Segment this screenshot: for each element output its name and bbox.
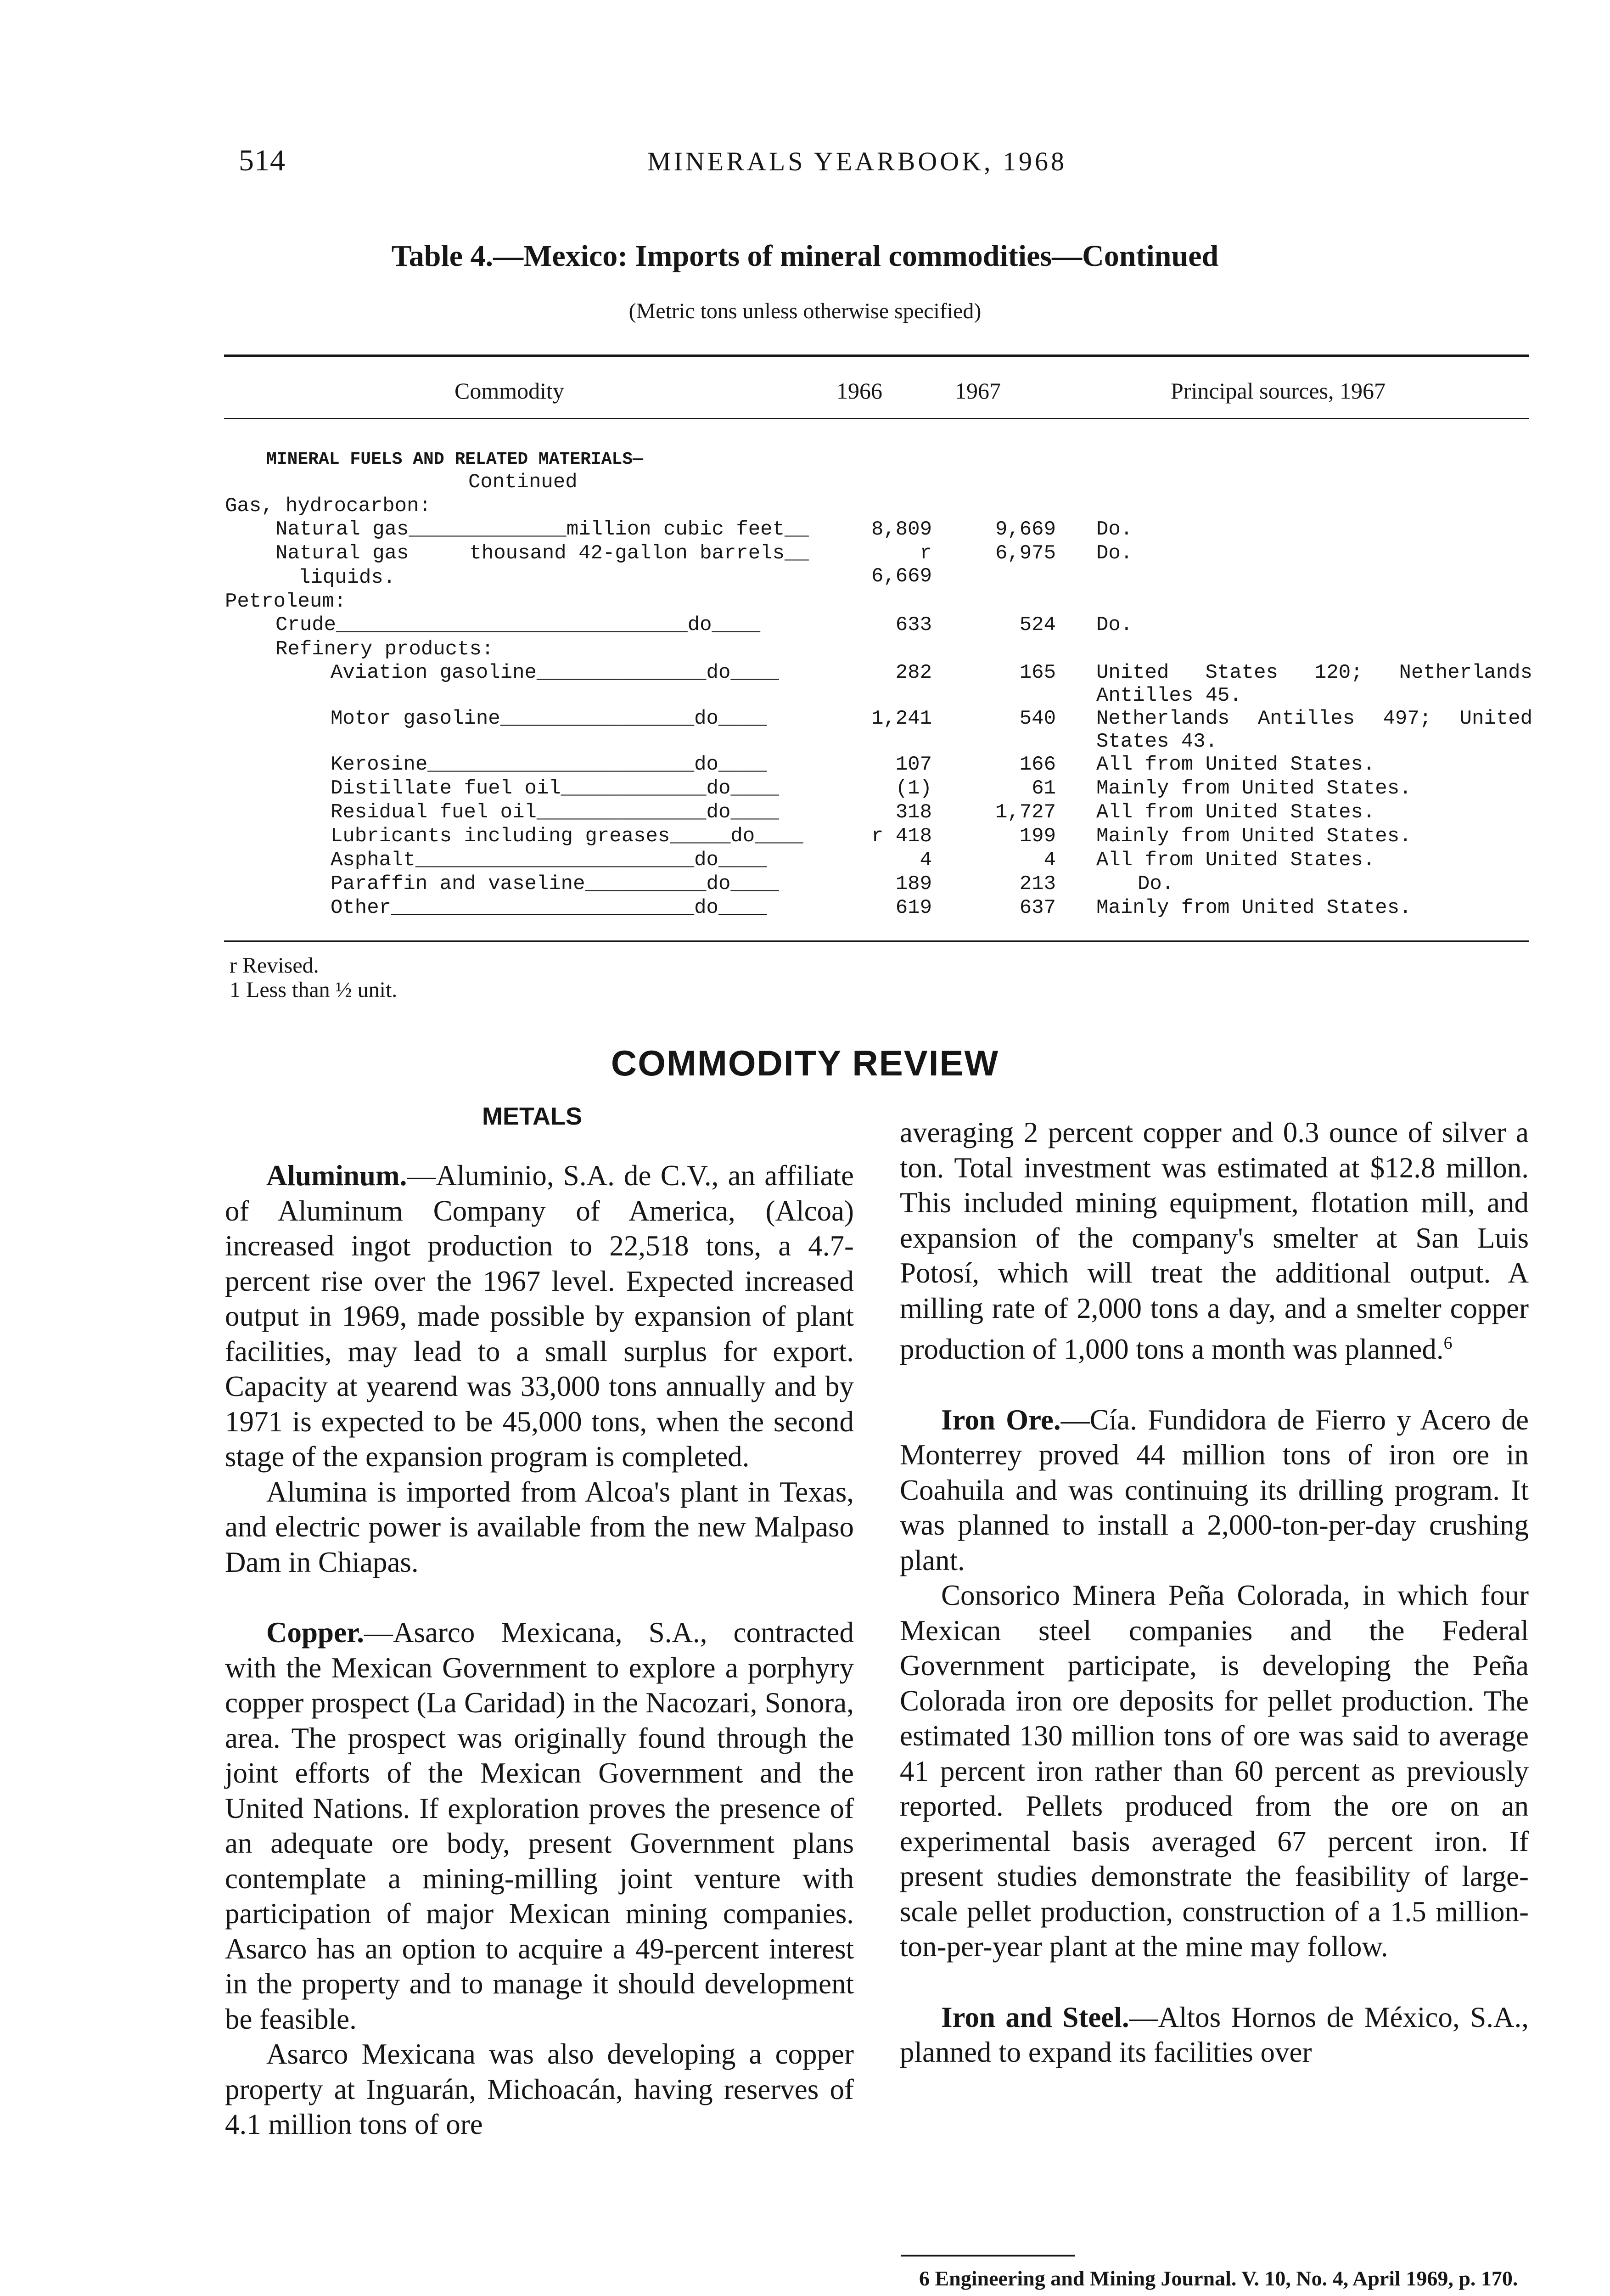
footnote-revised: r Revised. — [230, 953, 319, 978]
source-text: Do. — [1138, 872, 1174, 895]
row-label: Paraffin and vaseline__________do____ — [331, 872, 779, 895]
row-label: Natural gas thousand 42-gallon barrels__ — [275, 542, 809, 565]
source-text: Mainly from United States. — [1096, 825, 1412, 848]
value-1967: 61 — [1032, 777, 1056, 800]
table-bottom-rule — [224, 940, 1529, 942]
source-text: Mainly from United States. — [1096, 896, 1412, 919]
source-text: All from United States. — [1096, 753, 1375, 776]
iron-steel-text: —Altos Hornos de México, S.A., planned to expand its facilities over — [900, 2001, 1529, 2068]
source-text: Mainly from United States. — [1096, 777, 1412, 800]
aluminum-text: —Aluminio, S.A. de C.V., an affiliate of Aluminum Company of America, (Alcoa) increased ingot production to 22,518 tons, a 4.7-percent rise over the 1967 level. Expected increased output in 1969, made possible by expansion of plant facilities, may lead to a small surplus for export. Capacity at yearend was 33,000 tons annually and by 1971 is expected to be 45,000 tons, when the second stage of the expansion program is completed. — [225, 1159, 854, 1473]
iron-ore-head: Iron Ore. — [941, 1403, 1061, 1436]
value-1967: 6,975 — [995, 542, 1056, 565]
left-column — [225, 1158, 854, 2142]
row-label: Kerosine______________________do____ — [331, 753, 767, 776]
subgroup-refinery: Refinery products: — [275, 638, 494, 661]
table-row — [0, 777, 1610, 801]
right-column — [900, 1115, 1529, 2070]
value-1966: 189 — [895, 872, 932, 895]
value-1966: r 6,669 — [871, 542, 932, 588]
table-row — [0, 753, 1610, 777]
group-petroleum: Petroleum: — [225, 590, 347, 613]
value-1967: 524 — [1019, 613, 1056, 636]
source-text: All from United States. — [1096, 801, 1375, 824]
col-header-commodity: Commodity — [454, 378, 564, 404]
value-1966: 4 — [920, 849, 932, 872]
value-1967: 9,669 — [995, 518, 1056, 541]
liquids-label: liquids. — [298, 566, 396, 589]
value-1967: 1,727 — [995, 801, 1056, 824]
value-1967: 637 — [1019, 896, 1056, 919]
table-title: Table 4.—Mexico: Imports of mineral commodities—Continued — [391, 239, 1219, 273]
table-row — [0, 896, 1610, 920]
metals-heading: METALS — [482, 1103, 582, 1130]
value-1966: (1) — [895, 777, 932, 800]
copper-continued — [900, 1115, 1529, 1367]
source-text: All from United States. — [1096, 849, 1375, 872]
value-1966: 619 — [895, 896, 932, 919]
footnote-rule — [901, 2255, 1075, 2257]
inguaran-paragraph: Asarco Mexicana was also developing a copper property at Inguarán, Michoacán, having reserves of 4.1 million tons of ore — [225, 2038, 854, 2140]
value-1966: 633 — [895, 613, 932, 636]
footnote-1: 1 Less than ½ unit. — [230, 978, 398, 1002]
source-text: Do. — [1096, 518, 1133, 541]
row-label: Aviation gasoline______________do____ — [331, 661, 779, 684]
page-number: 514 — [239, 144, 286, 177]
copper-text: —Asarco Mexicana, S.A., contracted with the Mexican Government to explore a porphyry copper prospect (La Caridad) in the Nacozari, Sonora, area. The prospect was originally found through the joint efforts of the Mexican Government and the United Nations. If exploration proves the presence of an adequate ore body, present Government plans contemplate a mining-milling joint venture with participation of major Mexican mining companies. Asarco has an option to acquire a 49-percent interest in the property and to manage it should development be feasible. — [225, 1616, 854, 2035]
table-subtitle: (Metric tons unless otherwise specified) — [628, 299, 982, 323]
value-1966: 1,241 — [871, 707, 932, 730]
table-row — [0, 661, 1610, 707]
iron-steel-head: Iron and Steel. — [941, 2001, 1129, 2033]
copper-head: Copper. — [266, 1616, 364, 1649]
value-1967: 199 — [1019, 825, 1056, 848]
col-header-sources: Principal sources, 1967 — [1171, 378, 1386, 404]
value-1966: 282 — [895, 661, 932, 684]
row-label: Residual fuel oil______________do____ — [331, 801, 779, 824]
table-row — [0, 707, 1610, 753]
source-text: Do. — [1096, 542, 1133, 565]
source-text: United States 120; Netherlands Antilles 45. — [1096, 661, 1532, 707]
value-1966: r 418 — [871, 825, 932, 848]
aluminum-head: Aluminum. — [266, 1159, 407, 1192]
aluminum-paragraph — [225, 1158, 854, 1474]
value-1966: 318 — [895, 801, 932, 824]
section-heading-cont: Continued — [468, 471, 578, 494]
section-heading: MINERAL FUELS AND RELATED MATERIALS— — [266, 450, 643, 469]
row-label: Crude_____________________________do____ — [275, 613, 761, 636]
footnote-ref: 6 — [1443, 1334, 1453, 1353]
iron-ore-text: —Cía. Fundidora de Fierro y Acero de Monterrey proved 44 million tons of iron ore in Coahuila and was continuing its drilling program. It was planned to install a 2,000-ton-per-day crushing plant. — [900, 1403, 1529, 1576]
footnote-6: 6 Engineering and Mining Journal. V. 10, No. 4, April 1969, p. 170. — [919, 2267, 1518, 2290]
alumina-paragraph: Alumina is imported from Alcoa's plant in Texas, and electric power is available from the new Malpaso Dam in Chiapas. — [225, 1475, 854, 1578]
pena-colorada-paragraph: Consorico Minera Peña Colorada, in which four Mexican steel companies and the Federal Government participate, is developing the Peña Colorada iron ore deposits for pellet production. The estimated 130 million tons of ore was said to average 41 percent iron rather than 60 percent as previously reported. Pellets produced from the ore on an experimental basis averaged 67 percent iron. If present studies demonstrate the feasibility of large-scale pellet production, construction of a 1.5 million-ton-per-year plant at the mine may follow. — [900, 1579, 1529, 1963]
iron-ore-paragraph — [900, 1402, 1529, 1578]
iron-steel-paragraph — [900, 2000, 1529, 2070]
table-row — [0, 801, 1610, 825]
copper-paragraph — [225, 1615, 854, 2037]
table-row — [0, 613, 1610, 637]
copper-cont-text: averaging 2 percent copper and 0.3 ounce of silver a ton. Total investment was estimated at $12.8 millon. This included mining equipment, flotation mill, and expansion of the company's smelter at San Luis Potosí, which will treat the additional output. A milling rate of 2,000 tons a day, and a smelter copper production of 1,000 tons a month was planned. — [900, 1116, 1529, 1365]
running-head: MINERALS YEARBOOK, 1968 — [647, 146, 1067, 176]
row-label: Other_________________________do____ — [331, 896, 767, 919]
value-1967: 540 — [1019, 707, 1056, 730]
row-label: Natural gas_____________million cubic feet__ — [275, 518, 809, 541]
col-header-1967: 1967 — [955, 378, 1001, 404]
value-1966: 8,809 — [871, 518, 932, 541]
source-text: Netherlands Antilles 497; United States 43. — [1096, 707, 1532, 753]
group-gas: Gas, hydrocarbon: — [225, 495, 431, 518]
value-1967: 165 — [1019, 661, 1056, 684]
table-row — [0, 518, 1610, 542]
row-label: Asphalt_______________________do____ — [331, 849, 767, 872]
row-label: Motor gasoline________________do____ — [331, 707, 767, 730]
value-1966: 107 — [895, 753, 932, 776]
col-header-1966: 1966 — [836, 378, 882, 404]
table-header-rule — [224, 418, 1529, 419]
commodity-review-heading: COMMODITY REVIEW — [611, 1043, 999, 1083]
row-label: Lubricants including greases_____do____ — [331, 825, 803, 848]
value-1967: 213 — [1019, 872, 1056, 895]
value-1967: 166 — [1019, 753, 1056, 776]
source-text: Do. — [1096, 613, 1133, 636]
table-top-rule — [224, 355, 1529, 357]
row-label: Distillate fuel oil____________do____ — [331, 777, 779, 800]
value-1967: 4 — [1043, 849, 1056, 872]
table-row — [0, 872, 1610, 896]
table-row — [0, 825, 1610, 849]
table-row — [0, 849, 1610, 872]
